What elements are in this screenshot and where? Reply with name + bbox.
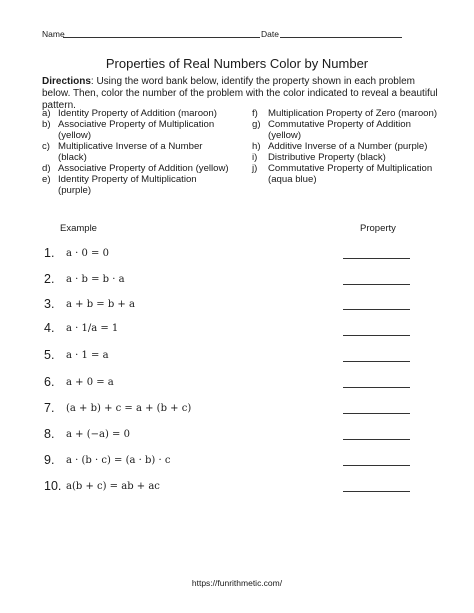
worksheet-title: Properties of Real Numbers Color by Number (105, 56, 369, 71)
bank-text: (aqua blue) (268, 174, 317, 185)
problem-expression: a · 1 = a (66, 350, 109, 361)
bank-letter: g) (252, 119, 261, 130)
bank-letter: a) (42, 108, 51, 119)
answer-line-5[interactable] (343, 361, 410, 362)
bank-text: Associative Property of Multiplication (58, 119, 215, 130)
problem-number: 9. (44, 453, 55, 467)
bank-text: (purple) (58, 185, 92, 196)
bank-letter: f) (252, 108, 258, 119)
bank-letter: i) (252, 152, 258, 163)
footer-url[interactable]: https://funrithmetic.com/ (191, 578, 283, 588)
problem-number: 8. (44, 427, 55, 441)
name-label: Name (42, 29, 65, 39)
bank-text: Identity Property of Multiplication (58, 174, 197, 185)
directions-text: : Using the word bank below, identify the property shown in each problem below. Then, color the number of the problem with the color indicated to reveal a beautiful pattern. (42, 76, 438, 111)
date-label: Date (261, 29, 279, 39)
bank-text: (black) (58, 152, 87, 163)
problem-expression: a + 0 = a (66, 377, 114, 388)
example-column-header: Example (60, 223, 97, 234)
word-bank-right (252, 108, 462, 208)
problem-expression: a(b + c) = ab + ac (66, 481, 160, 492)
problem-expression: a · b = b · a (66, 274, 125, 285)
bank-letter: j) (252, 163, 258, 174)
problem-number: 2. (44, 272, 55, 286)
problem-number: 7. (44, 401, 55, 415)
date-field[interactable] (280, 37, 402, 38)
bank-text: Multiplication Property of Zero (maroon) (268, 108, 438, 119)
bank-text: Identity Property of Addition (maroon) (58, 108, 217, 119)
bank-text: Commutative Property of Multiplication (268, 163, 433, 174)
bank-letter: b) (42, 119, 51, 130)
answer-line-4[interactable] (343, 335, 410, 336)
answer-line-9[interactable] (343, 465, 410, 466)
answer-line-8[interactable] (343, 439, 410, 440)
problem-number: 3. (44, 297, 55, 311)
bank-letter: e) (42, 174, 51, 185)
directions-label: Directions (42, 76, 91, 87)
answer-line-7[interactable] (343, 413, 410, 414)
problem-expression: a + (−a) = 0 (66, 429, 130, 440)
answer-line-6[interactable] (343, 387, 410, 388)
problem-expression: (a + b) + c = a + (b + c) (66, 403, 192, 414)
bank-letter: d) (42, 163, 51, 174)
word-bank-left (42, 108, 242, 208)
bank-letter: h) (252, 141, 261, 152)
bank-letter: c) (42, 141, 50, 152)
bank-text: Additive Inverse of a Number (purple) (268, 141, 428, 152)
answer-line-3[interactable] (343, 309, 410, 310)
property-column-header: Property (360, 223, 396, 234)
problem-number: 4. (44, 321, 55, 335)
answer-line-2[interactable] (343, 284, 410, 285)
problem-expression: a · 1/a = 1 (66, 323, 119, 334)
problem-number: 1. (44, 246, 55, 260)
bank-text: Associative Property of Addition (yellow) (58, 163, 229, 174)
answer-line-10[interactable] (343, 491, 410, 492)
bank-text: Commutative Property of Addition (268, 119, 411, 130)
bank-text: (yellow) (58, 130, 92, 141)
problem-expression: a · 0 = 0 (66, 248, 109, 259)
problem-expression: a · (b · c) = (a · b) · c (66, 455, 171, 466)
problem-number: 5. (44, 348, 55, 362)
problem-number: 6. (44, 375, 55, 389)
answer-line-1[interactable] (343, 258, 410, 259)
directions (42, 76, 442, 112)
problem-number: 10. (44, 479, 62, 493)
bank-text: Multiplicative Inverse of a Number (58, 141, 203, 152)
bank-text: (yellow) (268, 130, 302, 141)
name-field[interactable] (63, 37, 260, 38)
problem-expression: a + b = b + a (66, 299, 135, 310)
bank-text: Distributive Property (black) (268, 152, 386, 163)
